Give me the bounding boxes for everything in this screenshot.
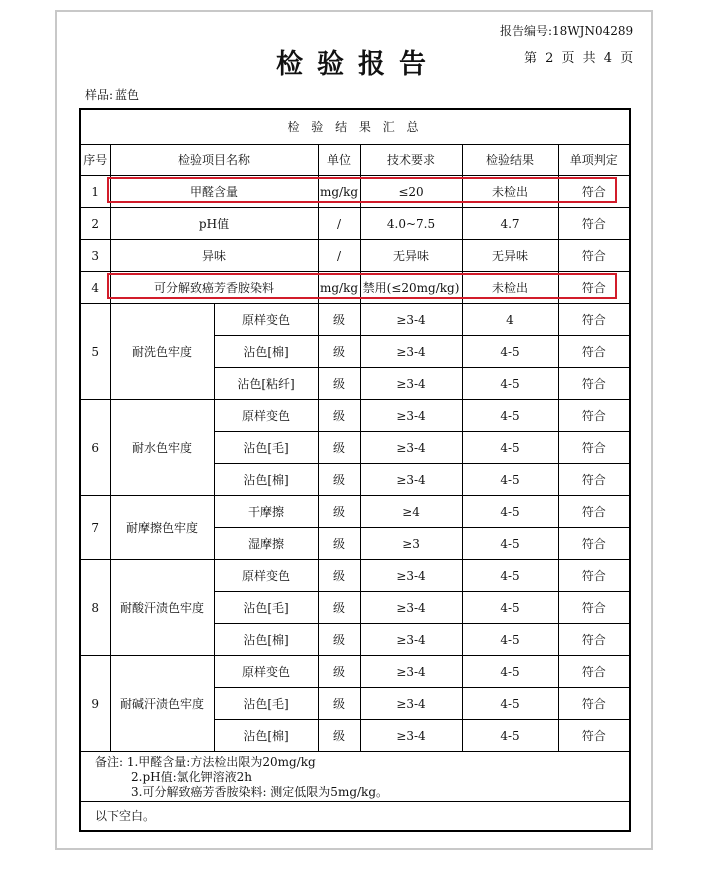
header-item: 检验项目名称	[110, 145, 318, 176]
row-requirement: ≥3-4	[360, 464, 462, 496]
row-result: 4-5	[462, 560, 558, 592]
page-title: 检验报告	[276, 49, 440, 80]
row-unit: 级	[318, 304, 360, 336]
row-verdict: 符合	[558, 464, 630, 496]
row-unit: 级	[318, 432, 360, 464]
row-requirement: ≥3-4	[360, 400, 462, 432]
row-verdict: 符合	[558, 496, 630, 528]
row-subitem: 沾色[毛]	[214, 432, 318, 464]
row-verdict: 符合	[558, 176, 630, 208]
row-verdict: 符合	[558, 720, 630, 752]
row-result: 4-5	[462, 400, 558, 432]
header-result: 检验结果	[462, 145, 558, 176]
row-result: 4-5	[462, 432, 558, 464]
note-line: 备注: 1.甲醛含量:方法检出限为20mg/kg	[95, 755, 316, 769]
row-result: 4-5	[462, 656, 558, 688]
note-line: 2.pH值:氯化钾溶液2h	[131, 770, 253, 784]
sample-value: 蓝色	[115, 88, 140, 102]
row-verdict: 符合	[558, 336, 630, 368]
table-row	[80, 400, 630, 432]
row-verdict: 符合	[558, 656, 630, 688]
report-number: 报告编号:18WJN04289	[500, 24, 634, 38]
row-unit: mg/kg	[318, 272, 360, 304]
row-result: 4	[462, 304, 558, 336]
row-subitem: 沾色[棉]	[214, 720, 318, 752]
row-item: 异味	[110, 240, 318, 272]
group-no: 9	[80, 656, 110, 752]
group-item: 耐酸汗渍色牢度	[110, 560, 214, 656]
row-requirement: ≥3-4	[360, 592, 462, 624]
header-unit: 单位	[318, 145, 360, 176]
row-unit: 级	[318, 688, 360, 720]
row-unit: 级	[318, 592, 360, 624]
summary-title: 检 验 结 果 汇 总	[80, 109, 630, 145]
group-no: 8	[80, 560, 110, 656]
row-requirement: ≥3-4	[360, 720, 462, 752]
row-result: 4-5	[462, 624, 558, 656]
row-unit: 级	[318, 496, 360, 528]
row-result: 4-5	[462, 528, 558, 560]
row-requirement: ≥3	[360, 528, 462, 560]
sample-label: 样品:	[85, 88, 114, 102]
row-subitem: 干摩擦	[214, 496, 318, 528]
header-no: 序号	[80, 145, 110, 176]
group-item: 耐洗色牢度	[110, 304, 214, 400]
table-row	[80, 656, 630, 688]
row-subitem: 沾色[粘纤]	[214, 368, 318, 400]
table-row	[80, 208, 630, 240]
row-subitem: 沾色[毛]	[214, 592, 318, 624]
blank-row	[80, 802, 630, 832]
row-requirement: ≥3-4	[360, 688, 462, 720]
row-requirement: 4.0~7.5	[360, 208, 462, 240]
row-unit: /	[318, 240, 360, 272]
row-subitem: 原样变色	[214, 304, 318, 336]
row-unit: 级	[318, 336, 360, 368]
row-subitem: 原样变色	[214, 560, 318, 592]
row-subitem: 沾色[棉]	[214, 464, 318, 496]
note-line: 3.可分解致癌芳香胺染料: 测定低限为5mg/kg。	[131, 785, 388, 799]
group-item: 耐摩擦色牢度	[110, 496, 214, 560]
row-verdict: 符合	[558, 400, 630, 432]
row-result: 无异味	[462, 240, 558, 272]
table-row	[80, 176, 630, 208]
row-unit: 级	[318, 624, 360, 656]
row-unit: 级	[318, 368, 360, 400]
row-unit: 级	[318, 560, 360, 592]
row-subitem: 原样变色	[214, 656, 318, 688]
table-row	[80, 272, 630, 304]
row-requirement: ≤20	[360, 176, 462, 208]
row-item: pH值	[110, 208, 318, 240]
row-subitem: 沾色[毛]	[214, 688, 318, 720]
row-unit: 级	[318, 464, 360, 496]
notes-row	[80, 752, 630, 802]
row-result: 4-5	[462, 688, 558, 720]
row-no: 3	[80, 240, 110, 272]
group-no: 5	[80, 304, 110, 400]
group-no: 7	[80, 496, 110, 560]
row-subitem: 沾色[棉]	[214, 336, 318, 368]
notes-cell	[80, 752, 630, 802]
table-row	[80, 304, 630, 336]
row-requirement: ≥3-4	[360, 560, 462, 592]
row-result: 未检出	[462, 272, 558, 304]
row-requirement: ≥3-4	[360, 368, 462, 400]
group-item: 耐水色牢度	[110, 400, 214, 496]
header-row	[80, 145, 630, 176]
header-req: 技术要求	[360, 145, 462, 176]
group-no: 6	[80, 400, 110, 496]
row-verdict: 符合	[558, 592, 630, 624]
row-requirement: 无异味	[360, 240, 462, 272]
row-result: 4.7	[462, 208, 558, 240]
row-requirement: ≥3-4	[360, 656, 462, 688]
row-requirement: ≥4	[360, 496, 462, 528]
row-verdict: 符合	[558, 560, 630, 592]
row-verdict: 符合	[558, 528, 630, 560]
row-verdict: 符合	[558, 368, 630, 400]
table-row	[80, 560, 630, 592]
row-item: 可分解致癌芳香胺染料	[110, 272, 318, 304]
row-unit: 级	[318, 720, 360, 752]
sample-line	[83, 86, 139, 103]
row-result: 未检出	[462, 176, 558, 208]
row-no: 1	[80, 176, 110, 208]
results-table	[79, 108, 631, 832]
table-row	[80, 496, 630, 528]
row-unit: 级	[318, 400, 360, 432]
row-requirement: 禁用(≤20mg/kg)	[360, 272, 462, 304]
row-subitem: 原样变色	[214, 400, 318, 432]
row-unit: mg/kg	[318, 176, 360, 208]
table-row	[80, 240, 630, 272]
row-unit: 级	[318, 656, 360, 688]
row-requirement: ≥3-4	[360, 624, 462, 656]
row-verdict: 符合	[558, 304, 630, 336]
row-unit: /	[318, 208, 360, 240]
blank-note: 以下空白。	[80, 802, 630, 832]
row-unit: 级	[318, 528, 360, 560]
row-result: 4-5	[462, 496, 558, 528]
row-no: 4	[80, 272, 110, 304]
row-requirement: ≥3-4	[360, 304, 462, 336]
row-no: 2	[80, 208, 110, 240]
row-subitem: 湿摩擦	[214, 528, 318, 560]
row-verdict: 符合	[558, 624, 630, 656]
row-requirement: ≥3-4	[360, 336, 462, 368]
page-info: 第 2 页 共 4 页	[524, 51, 636, 66]
row-verdict: 符合	[558, 432, 630, 464]
row-result: 4-5	[462, 592, 558, 624]
header-verdict: 单项判定	[558, 145, 630, 176]
row-result: 4-5	[462, 720, 558, 752]
row-verdict: 符合	[558, 240, 630, 272]
row-result: 4-5	[462, 368, 558, 400]
row-result: 4-5	[462, 464, 558, 496]
row-verdict: 符合	[558, 272, 630, 304]
row-requirement: ≥3-4	[360, 432, 462, 464]
row-verdict: 符合	[558, 208, 630, 240]
group-item: 耐碱汗渍色牢度	[110, 656, 214, 752]
row-item: 甲醛含量	[110, 176, 318, 208]
row-verdict: 符合	[558, 688, 630, 720]
row-result: 4-5	[462, 336, 558, 368]
row-subitem: 沾色[棉]	[214, 624, 318, 656]
